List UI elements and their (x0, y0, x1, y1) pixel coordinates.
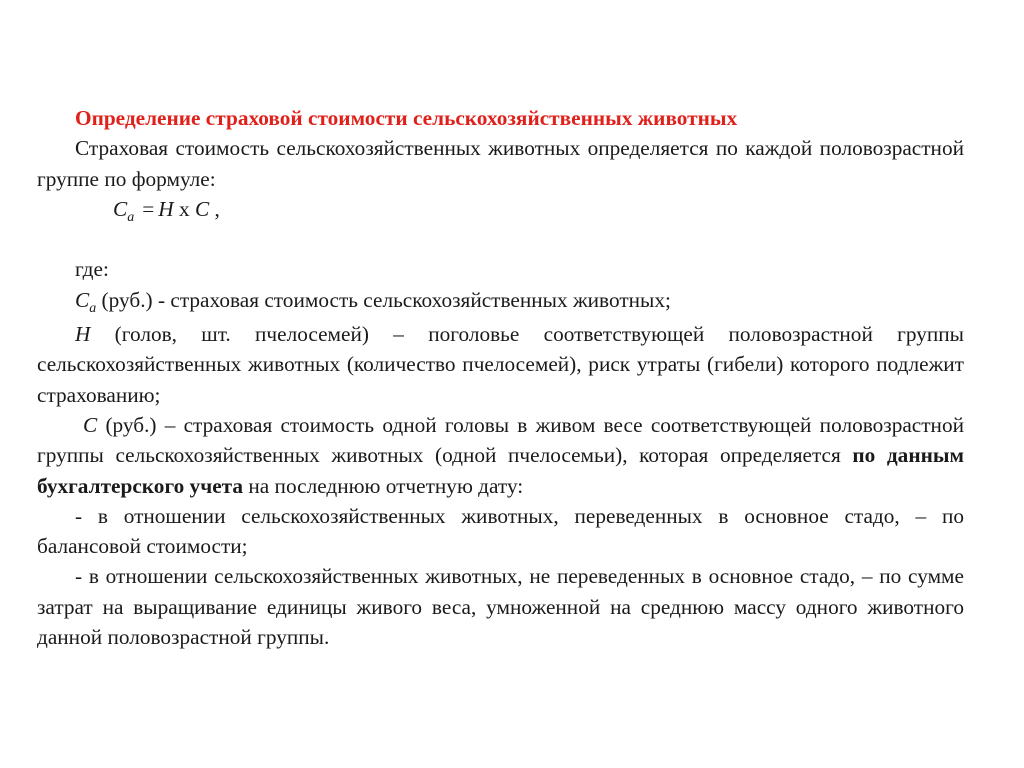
definition-ca-text: (руб.) - страховая стоимость сельскохозяйственных животных; (96, 287, 671, 312)
definition-h (37, 319, 964, 410)
bullet-not-main-herd: - в отношении сельскохозяйственных животных, не переведенных в основное стадо, – по сумме затрат на выращивание единицы живого веса, умноженной на среднюю массу одного животного данной половозрастной группы. (37, 564, 964, 650)
formula-lhs-var: C (113, 196, 128, 221)
definition-c-text-after: на последнюю отчетную дату: (243, 473, 524, 498)
definition-c-text-before: (руб.) – страховая стоимость одной головы в живом весе соответствующей половозрастной группы сельскохозяйственных животных (одной пчелосемьи), которая определяется (37, 412, 964, 468)
intro-paragraph: Страховая стоимость сельскохозяйственных животных определяется по каждой половозрастной группе по формуле: (37, 136, 964, 191)
formula-c-var: C (194, 196, 210, 221)
formula-equals: = (142, 196, 155, 221)
where-label: где: (75, 257, 109, 282)
definition-ca (37, 285, 964, 319)
definition-h-text: (голов, шт. пчелосемей) – поголовье соответствующей половозрастной группы сельскохозяйственных животных (количество пчелосемей), риск утраты (гибели) которого подлежит страхованию; (37, 322, 964, 407)
formula-lhs-sub: a (127, 209, 135, 225)
definition-c (37, 410, 964, 501)
formula (37, 194, 964, 255)
definition-c-var: C (83, 412, 98, 437)
definition-c-bold: по данным бухгалтерского учета (37, 443, 965, 498)
slide-title: Определение страховой стоимости сельскохозяйственных животных (75, 106, 738, 130)
definition-ca-var: C (75, 287, 90, 312)
definition-ca-sub: a (89, 300, 97, 316)
definition-h-var: H (75, 322, 91, 347)
bullet-main-herd: - в отношении сельскохозяйственных животных, переведенных в основное стадо, – по балансовой стоимости; (37, 503, 964, 559)
formula-h-var: H (158, 196, 174, 221)
formula-times: x (178, 196, 190, 221)
slide-body (37, 103, 964, 652)
formula-tail: , (214, 196, 220, 221)
